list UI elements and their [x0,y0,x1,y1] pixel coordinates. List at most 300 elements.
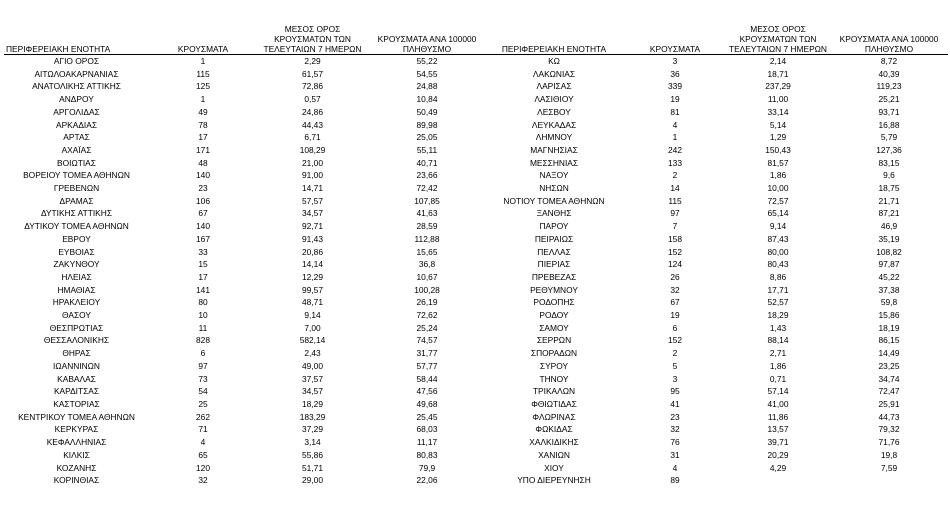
region-cell: ΡΕΘΥΜΝΟΥ [530,284,578,295]
per100k-cell: 36,8 [418,259,436,270]
region-cell: ΒΟΙΩΤΙΑΣ [57,157,96,168]
avg7-cell: 65,14 [767,208,789,219]
table-row [484,271,948,284]
table-row [4,423,486,436]
cases-cell: 49 [198,106,208,117]
region-cell: ΑΧΑΪΑΣ [61,144,92,155]
region-cell: ΡΟΔΟΥ [539,310,569,321]
table-row [484,207,948,220]
table-row [4,347,486,360]
table-row [4,322,486,335]
region-cell: ΗΡΑΚΛΕΙΟΥ [52,297,101,308]
region-cell: ΒΟΡΕΙΟΥ ΤΟΜΕΑ ΑΘΗΝΩΝ [23,170,130,181]
region-cell: ΛΑΡΙΣΑΣ [536,81,572,92]
table-row [4,220,486,233]
cases-cell: 19 [670,94,680,105]
avg7-cell: 91,00 [302,170,323,181]
avg7-cell: 6,71 [304,132,321,143]
table-row [484,55,948,68]
per100k-cell: 14,49 [878,348,900,359]
cases-cell: 23 [670,411,680,422]
table-row [4,334,486,347]
region-cell: ΗΜΑΘΙΑΣ [57,284,96,295]
per100k-cell: 93,71 [878,106,900,117]
table-row [484,423,948,436]
region-cell: ΑΝΑΤΟΛΙΚΗΣ ΑΤΤΙΚΗΣ [32,81,121,92]
per100k-cell: 89,98 [416,119,438,130]
cases-cell: 67 [670,297,680,308]
per100k-cell: 40,71 [416,157,438,168]
region-cell: ΖΑΚΥΝΘΟΥ [53,259,100,270]
per100k-cell: 54,55 [416,68,438,79]
region-cell: ΠΕΙΡΑΙΩΣ [534,233,574,244]
cases-cell: 31 [670,449,680,460]
header-per100k: ΚΡΟΥΣΜΑΤΑ ΑΝΑ 100000 ΠΛΗΘΥΣΜΟ [839,34,939,54]
table-row [484,80,948,93]
cases-cell: 124 [668,259,682,270]
cases-table-right [484,10,948,487]
table-row [484,195,948,208]
per100k-cell: 72,47 [878,386,900,397]
region-cell: ΚΑΣΤΟΡΙΑΣ [53,398,100,409]
cases-cell: 167 [196,233,210,244]
region-cell: ΛΕΣΒΟΥ [537,106,571,117]
table-row [484,436,948,449]
region-cell: ΕΒΡΟΥ [62,233,91,244]
avg7-cell: 2,29 [304,56,321,66]
cases-cell: 19 [670,310,680,321]
avg7-cell: 17,71 [767,284,789,295]
region-cell: ΘΑΣΟΥ [62,310,91,321]
cases-cell: 1 [200,56,206,66]
per100k-cell: 59,8 [880,297,898,308]
table-header-row [484,10,948,55]
cases-cell: 73 [198,373,208,384]
table-row [4,309,486,322]
avg7-cell: 13,57 [767,424,789,435]
per100k-cell: 21,71 [878,195,900,206]
avg7-cell: 5,14 [769,119,787,130]
table-row [4,131,486,144]
table-row [4,258,486,271]
cases-cell: 32 [198,475,208,486]
avg7-cell: 87,43 [767,233,789,244]
avg7-cell: 34,57 [302,386,323,397]
avg7-cell: 582,14 [299,335,326,346]
cases-cell: 17 [198,132,208,143]
header-region: ΠΕΡΙΦΕΡΕΙΑΚΗ ΕΝΟΤΗΤΑ [501,44,607,54]
per100k-cell: 15,65 [416,246,438,257]
cases-cell: 339 [668,81,682,92]
region-cell: ΣΕΡΡΩΝ [536,335,572,346]
per100k-cell: 55,11 [416,144,438,155]
table-row [4,119,486,132]
per100k-cell: 25,21 [878,94,900,105]
per100k-cell: 5,79 [880,132,898,143]
avg7-cell: 49,00 [302,360,323,371]
avg7-cell: 80,43 [767,259,789,270]
table-row [484,157,948,170]
region-cell: ΣΠΟΡΑΔΩΝ [530,348,578,359]
per100k-cell: 119,23 [876,81,902,92]
cases-cell: 125 [196,81,210,92]
cases-cell: 25 [198,398,208,409]
region-cell: ΗΛΕΙΑΣ [61,271,92,282]
table-row [484,385,948,398]
cases-cell: 2 [672,348,678,359]
cases-cell: 828 [196,335,210,346]
region-cell: ΥΠΟ ΔΙΕΡΕΥΝΗΣΗ [517,475,591,486]
table-row [4,462,486,475]
region-cell: ΕΥΒΟΙΑΣ [58,246,95,257]
per100k-cell: 25,91 [878,398,900,409]
cases-cell: 54 [198,386,208,397]
avg7-cell: 34,57 [302,208,323,219]
region-cell: ΝΑΞΟΥ [539,170,569,181]
cases-cell: 4 [200,437,206,448]
header-avg7: ΜΕΣΟΣ ΟΡΟΣ ΚΡΟΥΣΜΑΤΩΝ ΤΩΝ ΤΕΛΕΥΤΑΙΩΝ 7 ΗΜΕΡΩΝ [263,24,362,54]
avg7-cell: 55,86 [302,449,323,460]
region-cell: ΚΑΒΑΛΑΣ [57,373,96,384]
cases-cell: 5 [672,360,678,371]
avg7-cell: 72,86 [302,81,323,92]
cases-cell: 14 [670,183,680,194]
avg7-cell: 8,86 [769,271,787,282]
region-cell: ΑΙΤΩΛΟΑΚΑΡΝΑΝΙΑΣ [34,68,119,79]
cases-cell: 65 [198,449,208,460]
table-row [484,246,948,259]
table-header-row [4,10,486,55]
table-row [4,284,486,297]
table-row [4,169,486,182]
cases-cell: 76 [670,437,680,448]
avg7-cell: 18,71 [767,68,789,79]
table-row [4,68,486,81]
table-row [4,93,486,106]
per100k-cell: 68,03 [416,424,438,435]
per100k-cell: 57,77 [416,360,438,371]
header-cases: ΚΡΟΥΣΜΑΤΑ [177,44,229,54]
cases-cell: 48 [198,157,208,168]
table-row [4,182,486,195]
avg7-cell: 0,57 [304,94,321,105]
avg7-cell: 37,29 [302,424,323,435]
per100k-cell: 74,57 [416,335,438,346]
header-cases: ΚΡΟΥΣΜΑΤΑ [649,44,701,54]
per100k-cell: 71,76 [878,437,900,448]
avg7-cell: 57,14 [767,386,789,397]
avg7-cell: 0,71 [769,373,787,384]
cases-cell: 1 [200,94,206,105]
table-row [484,68,948,81]
avg7-cell: 29,00 [302,475,323,486]
per100k-cell: 55,22 [416,56,438,66]
avg7-cell: 1,86 [769,360,787,371]
per100k-cell: 108,82 [876,246,902,257]
cases-cell: 67 [198,208,208,219]
table-row [484,347,948,360]
per100k-cell: 80,83 [416,449,438,460]
per100k-cell: 9,6 [883,170,895,181]
avg7-cell: 20,29 [767,449,789,460]
per100k-cell: 35,19 [878,233,900,244]
cases-cell: 26 [670,271,680,282]
table-row [484,131,948,144]
table-row [484,296,948,309]
cases-cell: 6 [200,348,206,359]
per100k-cell: 44,73 [878,411,900,422]
cases-cell: 41 [670,398,680,409]
cases-cell: 97 [198,360,208,371]
per100k-cell: 25,24 [416,322,438,333]
avg7-cell: 14,14 [302,259,323,270]
region-cell: ΚΟΡΙΝΘΙΑΣ [53,475,100,486]
avg7-cell: 9,14 [769,221,787,232]
table-row [484,360,948,373]
cases-cell: 81 [670,106,680,117]
table-row [4,474,486,487]
per100k-cell: 19,8 [880,449,898,460]
region-cell: ΔΥΤΙΚΗΣ ΑΤΤΙΚΗΣ [40,208,112,219]
cases-cell: 133 [668,157,682,168]
table-row [4,385,486,398]
region-cell: ΝΟΤΙΟΥ ΤΟΜΕΑ ΑΘΗΝΩΝ [503,195,605,206]
cases-cell: 32 [670,284,680,295]
per100k-cell: 72,42 [416,183,438,194]
header-avg7: ΜΕΣΟΣ ΟΡΟΣ ΚΡΟΥΣΜΑΤΩΝ ΤΩΝ ΤΕΛΕΥΤΑΙΩΝ 7 ΗΜΕΡΩΝ [728,24,827,54]
cases-cell: 2 [672,170,678,181]
per100k-cell: 46,9 [880,221,898,232]
region-cell: ΠΙΕΡΙΑΣ [537,259,571,270]
per100k-cell: 10,84 [416,94,438,105]
avg7-cell: 237,29 [765,81,791,92]
per100k-cell: 16,88 [878,119,900,130]
per100k-cell: 7,59 [880,462,898,473]
region-cell: ΘΕΣΣΑΛΟΝΙΚΗΣ [43,335,110,346]
avg7-cell: 57,57 [302,195,323,206]
table-row [4,398,486,411]
per100k-cell: 28,59 [416,221,438,232]
avg7-cell: 9,14 [304,310,321,321]
avg7-cell: 72,57 [767,195,789,206]
avg7-cell: 44,43 [302,119,323,130]
cases-cell: 32 [670,424,680,435]
per100k-cell: 41,63 [416,208,438,219]
region-cell: ΝΗΣΩΝ [539,183,569,194]
header-region: ΠΕΡΙΦΕΡΕΙΑΚΗ ΕΝΟΤΗΤΑ [6,44,111,54]
table-row [4,373,486,386]
region-cell: ΜΕΣΣΗΝΙΑΣ [529,157,579,168]
region-cell: ΚΕΝΤΡΙΚΟΥ ΤΟΜΕΑ ΑΘΗΝΩΝ [18,411,135,422]
region-cell: ΧΙΟΥ [544,462,564,473]
per100k-cell: 112,88 [414,233,440,244]
avg7-cell: 39,71 [767,437,789,448]
cases-cell: 80 [198,297,208,308]
region-cell: ΚΟΖΑΝΗΣ [56,462,97,473]
table-row [484,119,948,132]
per100k-cell: 79,9 [418,462,436,473]
avg7-cell: 61,57 [302,68,323,79]
table-row [484,233,948,246]
table-row [484,182,948,195]
per100k-cell: 18,75 [878,183,900,194]
region-cell: ΑΡΓΟΛΙΔΑΣ [53,106,100,117]
per100k-cell: 26,19 [416,297,438,308]
cases-cell: 71 [198,424,208,435]
region-cell: ΑΡΚΑΔΙΑΣ [55,119,98,130]
per100k-cell: 83,15 [878,157,900,168]
per100k-cell: 127,36 [876,144,902,155]
avg7-cell: 1,29 [769,132,787,143]
avg7-cell: 2,71 [769,348,787,359]
per100k-cell: 97,87 [878,259,900,270]
avg7-cell: 3,14 [304,437,321,448]
avg7-cell: 37,57 [302,373,323,384]
region-cell: ΠΡΕΒΕΖΑΣ [531,271,577,282]
avg7-cell: 18,29 [302,398,323,409]
avg7-cell: 52,57 [767,297,789,308]
cases-cell: 106 [196,195,210,206]
table-row [4,207,486,220]
region-cell: ΚΙΛΚΙΣ [63,449,90,460]
avg7-cell: 10,00 [767,183,789,194]
table-row [4,80,486,93]
table-row [4,55,486,68]
per100k-cell: 10,67 [416,271,438,282]
table-row [484,462,948,475]
table-row [484,411,948,424]
region-cell: ΙΩΑΝΝΙΝΩΝ [53,360,100,371]
region-cell: ΧΑΝΙΩΝ [538,449,570,460]
per100k-cell: 23,25 [878,360,900,371]
region-cell: ΞΑΝΘΗΣ [536,208,572,219]
region-cell: ΧΑΛΚΙΔΙΚΗΣ [529,437,579,448]
region-cell: ΛΑΚΩΝΙΑΣ [532,68,576,79]
table-row [484,284,948,297]
per100k-cell: 72,62 [416,310,438,321]
table-row [4,246,486,259]
avg7-cell: 99,57 [302,284,323,295]
region-cell: ΠΑΡΟΥ [539,221,569,232]
per100k-cell: 23,66 [416,170,438,181]
cases-cell: 140 [196,170,210,181]
table-row [484,398,948,411]
region-cell: ΑΡΤΑΣ [63,132,90,143]
region-cell: ΑΝΔΡΟΥ [59,94,94,105]
avg7-cell: 4,29 [769,462,787,473]
region-cell: ΣΥΡΟΥ [539,360,569,371]
region-cell: ΚΩ [548,56,560,66]
region-cell: ΠΕΛΛΑΣ [537,246,571,257]
per100k-cell: 15,86 [878,310,900,321]
cases-cell: 78 [198,119,208,130]
cases-cell: 4 [672,119,678,130]
cases-cell: 23 [198,183,208,194]
region-cell: ΘΕΣΠΡΩΤΙΑΣ [49,322,104,333]
region-cell: ΦΘΙΩΤΙΔΑΣ [531,398,577,409]
avg7-cell: 14,71 [302,183,323,194]
region-cell: ΔΥΤΙΚΟΥ ΤΟΜΕΑ ΑΘΗΝΩΝ [24,221,129,232]
avg7-cell: 7,00 [304,322,321,333]
cases-cell: 11 [198,322,208,333]
cases-cell: 97 [670,208,680,219]
avg7-cell: 1,43 [769,322,787,333]
per100k-cell: 50,49 [416,106,438,117]
region-cell: ΤΗΝΟΥ [539,373,569,384]
region-cell: ΚΕΡΚΥΡΑΣ [54,424,99,435]
per100k-cell: 8,72 [880,56,898,66]
per100k-cell: 11,17 [416,437,438,448]
region-cell: ΓΡΕΒΕΝΩΝ [53,183,100,194]
cases-cell: 171 [196,144,210,155]
per100k-cell: 37,38 [878,284,900,295]
per100k-cell: 25,45 [416,411,438,422]
cases-cell: 3 [672,373,678,384]
per100k-cell: 107,85 [414,195,440,206]
per100k-cell: 86,15 [878,335,900,346]
region-cell: ΚΑΡΔΙΤΣΑΣ [53,386,100,397]
avg7-cell: 41,00 [767,398,789,409]
region-cell: ΦΛΩΡΙΝΑΣ [532,411,576,422]
avg7-cell: 11,00 [767,94,789,105]
avg7-cell: 11,86 [767,411,789,422]
table-row [484,258,948,271]
table-row [4,144,486,157]
per100k-cell: 24,88 [416,81,438,92]
per100k-cell: 58,44 [416,373,438,384]
avg7-cell: 150,43 [765,144,791,155]
region-cell: ΛΕΥΚΑΔΑΣ [531,119,577,130]
per100k-cell: 40,39 [878,68,900,79]
cases-cell: 152 [668,246,682,257]
table-row [484,309,948,322]
avg7-cell: 1,86 [769,170,787,181]
avg7-cell: 183,29 [299,411,326,422]
region-cell: ΤΡΙΚΑΛΩΝ [532,386,576,397]
cases-cell: 33 [198,246,208,257]
region-cell: ΛΑΣΙΘΙΟΥ [534,94,574,105]
avg7-cell: 48,71 [302,297,323,308]
table-row [484,220,948,233]
header-per100k: ΚΡΟΥΣΜΑΤΑ ΑΝΑ 100000 ΠΛΗΘΥΣΜΟ [377,34,477,54]
avg7-cell [726,474,830,487]
table-row [4,271,486,284]
table-row [484,169,948,182]
table-row [484,334,948,347]
per100k-cell: 87,21 [878,208,900,219]
table-row [484,93,948,106]
table-row [4,233,486,246]
avg7-cell: 12,29 [302,271,323,282]
cases-cell: 89 [670,475,680,486]
avg7-cell: 80,00 [767,246,789,257]
avg7-cell: 21,00 [302,157,323,168]
cases-cell: 10 [198,310,208,321]
cases-cell: 4 [672,462,678,473]
table-row [4,449,486,462]
avg7-cell: 108,29 [299,144,326,155]
per100k-cell: 100,28 [414,284,440,295]
cases-cell: 115 [668,195,682,206]
cases-cell: 152 [668,335,682,346]
table-row [484,449,948,462]
per100k-cell [830,474,948,487]
cases-table-left [4,10,486,487]
table-row [4,195,486,208]
per100k-cell: 47,56 [416,386,438,397]
cases-cell: 120 [196,462,210,473]
table-row [484,106,948,119]
